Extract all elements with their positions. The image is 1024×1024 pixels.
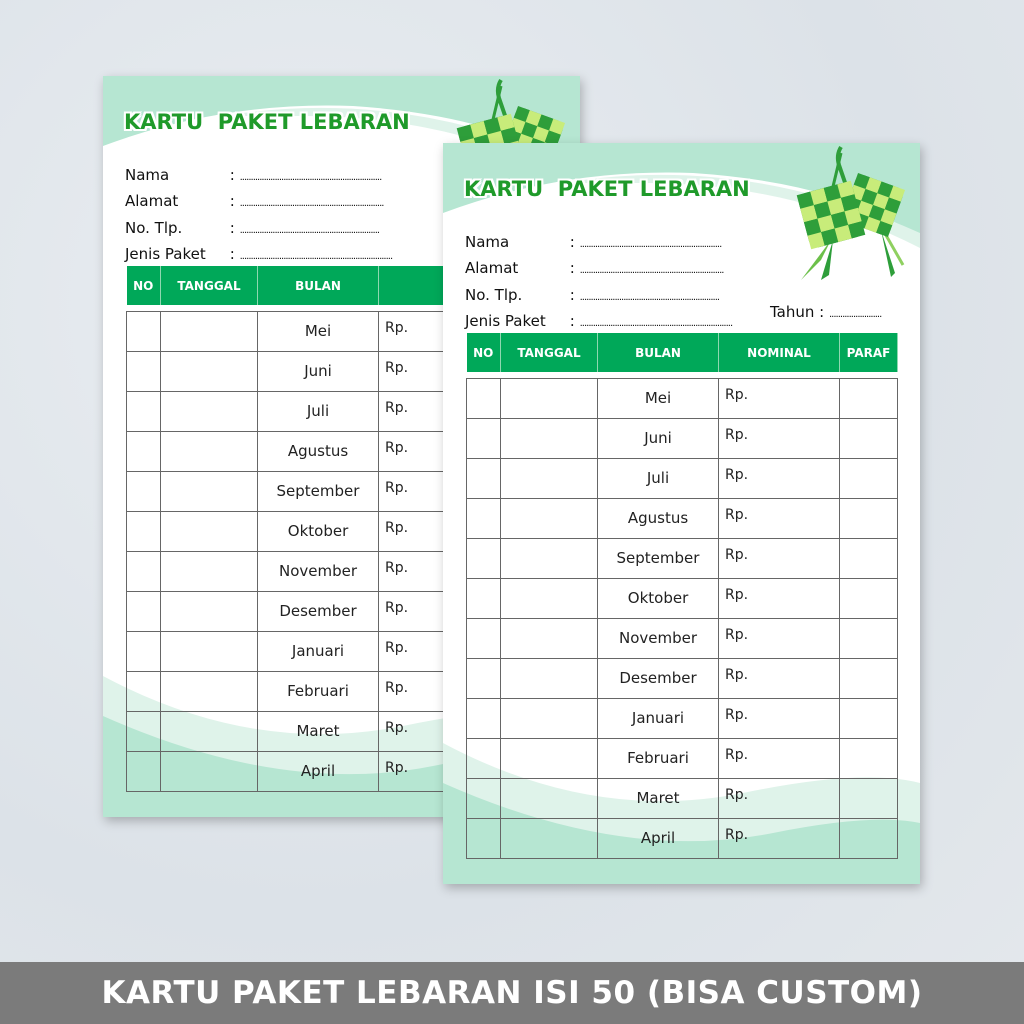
- no-cell[interactable]: [467, 658, 501, 698]
- no-cell[interactable]: [127, 351, 161, 391]
- form-field: [465, 233, 721, 251]
- column-header: NOMINAL: [719, 333, 840, 372]
- month-cell: April: [598, 818, 719, 858]
- fill-in-line[interactable]: ................................................................: [579, 292, 720, 303]
- form-field: [465, 286, 719, 304]
- field-separator: :: [569, 286, 575, 304]
- field-separator: :: [229, 192, 235, 210]
- tahun-fill-line[interactable]: ........................: [829, 309, 882, 320]
- field-label: No. Tlp.: [465, 286, 523, 304]
- ketupat-icon: [791, 145, 911, 285]
- tanggal-cell[interactable]: [161, 471, 258, 511]
- month-cell: Juli: [258, 391, 379, 431]
- table-row: [467, 578, 898, 618]
- paraf-cell[interactable]: [840, 698, 898, 738]
- payment-table: [466, 333, 898, 859]
- fill-in-line[interactable]: ..................................................................: [239, 198, 384, 209]
- nominal-cell[interactable]: Rp.: [379, 391, 500, 431]
- nominal-cell[interactable]: Rp.: [719, 778, 840, 818]
- field-label: Alamat: [465, 259, 519, 277]
- nominal-cell[interactable]: Rp.: [719, 538, 840, 578]
- table-row: [467, 698, 898, 738]
- month-cell: Juli: [598, 458, 719, 498]
- nominal-cell[interactable]: Rp.: [379, 671, 500, 711]
- nominal-cell[interactable]: Rp.: [379, 471, 500, 511]
- tahun-field: [770, 303, 881, 321]
- tanggal-cell[interactable]: [501, 418, 598, 458]
- month-cell: Mei: [598, 378, 719, 418]
- no-cell[interactable]: [467, 818, 501, 858]
- tanggal-cell[interactable]: [501, 818, 598, 858]
- column-header: BULAN: [598, 333, 719, 372]
- month-cell: Agustus: [598, 498, 719, 538]
- paraf-cell[interactable]: [840, 778, 898, 818]
- field-label: Jenis Paket: [465, 312, 546, 330]
- table-row: [467, 658, 898, 698]
- no-cell[interactable]: [467, 738, 501, 778]
- month-cell: Februari: [258, 671, 379, 711]
- paraf-cell[interactable]: [840, 618, 898, 658]
- no-cell[interactable]: [127, 591, 161, 631]
- no-cell[interactable]: [127, 391, 161, 431]
- tanggal-cell[interactable]: [501, 458, 598, 498]
- field-label: Jenis Paket: [125, 245, 206, 263]
- fill-in-line[interactable]: ..................................................................: [579, 265, 724, 276]
- tanggal-cell[interactable]: [501, 378, 598, 418]
- paraf-cell[interactable]: [840, 378, 898, 418]
- no-cell[interactable]: [467, 378, 501, 418]
- field-label: Nama: [125, 166, 170, 184]
- tanggal-cell[interactable]: [161, 631, 258, 671]
- tanggal-cell[interactable]: [161, 751, 258, 791]
- table-row: [467, 378, 898, 418]
- fill-in-line[interactable]: ......................................................................: [579, 318, 733, 329]
- nominal-cell[interactable]: Rp.: [719, 418, 840, 458]
- field-separator: :: [229, 245, 235, 263]
- tanggal-cell[interactable]: [161, 391, 258, 431]
- nominal-cell[interactable]: Rp.: [379, 551, 500, 591]
- tanggal-cell[interactable]: [501, 698, 598, 738]
- month-cell: Januari: [258, 631, 379, 671]
- form-field: [125, 219, 379, 237]
- field-label: No. Tlp.: [125, 219, 183, 237]
- no-cell[interactable]: [127, 471, 161, 511]
- month-cell: Oktober: [258, 511, 379, 551]
- nominal-cell[interactable]: Rp.: [719, 378, 840, 418]
- form-field: [125, 192, 383, 210]
- column-header: BULAN: [258, 266, 379, 305]
- tanggal-cell[interactable]: [161, 431, 258, 471]
- column-header: TANGGAL: [161, 266, 258, 305]
- nominal-cell[interactable]: Rp.: [719, 578, 840, 618]
- field-label: Nama: [465, 233, 510, 251]
- fill-in-line[interactable]: ................................................................: [239, 225, 380, 236]
- tanggal-cell[interactable]: [161, 711, 258, 751]
- no-cell[interactable]: [467, 618, 501, 658]
- month-cell: Oktober: [598, 578, 719, 618]
- no-cell[interactable]: [467, 418, 501, 458]
- table-row: [467, 818, 898, 858]
- tanggal-cell[interactable]: [501, 778, 598, 818]
- paraf-cell[interactable]: [840, 738, 898, 778]
- nominal-cell[interactable]: Rp.: [379, 511, 500, 551]
- paraf-cell[interactable]: [840, 818, 898, 858]
- no-cell[interactable]: [127, 711, 161, 751]
- column-header: TANGGAL: [501, 333, 598, 372]
- month-cell: Agustus: [258, 431, 379, 471]
- no-cell[interactable]: [127, 511, 161, 551]
- column-header: PARAF: [840, 333, 898, 372]
- nominal-cell[interactable]: Rp.: [719, 618, 840, 658]
- tanggal-cell[interactable]: [161, 311, 258, 351]
- no-cell[interactable]: [127, 311, 161, 351]
- fill-in-line[interactable]: .................................................................: [579, 239, 722, 250]
- tanggal-cell[interactable]: [501, 538, 598, 578]
- no-cell[interactable]: [467, 578, 501, 618]
- form-field: [125, 245, 392, 263]
- month-cell: Mei: [258, 311, 379, 351]
- month-cell: Desember: [258, 591, 379, 631]
- column-header: NO: [467, 333, 501, 372]
- table-row: [467, 778, 898, 818]
- month-cell: Februari: [598, 738, 719, 778]
- nominal-cell[interactable]: Rp.: [719, 738, 840, 778]
- nominal-cell[interactable]: Rp.: [719, 698, 840, 738]
- nominal-cell[interactable]: Rp.: [719, 818, 840, 858]
- paraf-cell[interactable]: [840, 578, 898, 618]
- column-header: NO: [127, 266, 161, 305]
- nominal-cell[interactable]: Rp.: [719, 498, 840, 538]
- tanggal-cell[interactable]: [501, 658, 598, 698]
- nominal-cell[interactable]: Rp.: [719, 658, 840, 698]
- month-cell: April: [258, 751, 379, 791]
- no-cell[interactable]: [127, 671, 161, 711]
- no-cell[interactable]: [467, 778, 501, 818]
- field-separator: :: [569, 259, 575, 277]
- tanggal-cell[interactable]: [161, 511, 258, 551]
- nominal-cell[interactable]: Rp.: [379, 591, 500, 631]
- field-separator: :: [229, 219, 235, 237]
- nominal-cell[interactable]: Rp.: [379, 431, 500, 471]
- field-separator: :: [569, 312, 575, 330]
- nominal-cell[interactable]: Rp.: [379, 631, 500, 671]
- nominal-cell[interactable]: Rp.: [379, 311, 500, 351]
- month-cell: Desember: [598, 658, 719, 698]
- tanggal-cell[interactable]: [161, 351, 258, 391]
- nominal-cell[interactable]: Rp.: [719, 458, 840, 498]
- front-card: [443, 143, 920, 884]
- form-field: [125, 166, 381, 184]
- month-cell: Maret: [258, 711, 379, 751]
- no-cell[interactable]: [467, 498, 501, 538]
- month-cell: Juni: [598, 418, 719, 458]
- paraf-cell[interactable]: [840, 458, 898, 498]
- tanggal-cell[interactable]: [161, 671, 258, 711]
- field-separator: :: [569, 233, 575, 251]
- field-label: Alamat: [125, 192, 179, 210]
- month-cell: Maret: [598, 778, 719, 818]
- form-field: [465, 259, 723, 277]
- tanggal-cell[interactable]: [161, 591, 258, 631]
- tanggal-cell[interactable]: [501, 578, 598, 618]
- nominal-cell[interactable]: Rp.: [379, 711, 500, 751]
- table-row: [467, 538, 898, 578]
- nominal-cell[interactable]: Rp.: [379, 751, 500, 791]
- paraf-cell[interactable]: [840, 658, 898, 698]
- tanggal-cell[interactable]: [501, 618, 598, 658]
- no-cell[interactable]: [127, 751, 161, 791]
- table-row: [467, 498, 898, 538]
- card-title: KARTU PAKET LEBARAN: [124, 110, 410, 134]
- table-row: [467, 738, 898, 778]
- tahun-label: Tahun :: [770, 303, 825, 321]
- no-cell[interactable]: [467, 538, 501, 578]
- tanggal-cell[interactable]: [501, 498, 598, 538]
- no-cell[interactable]: [467, 698, 501, 738]
- nominal-cell[interactable]: Rp.: [379, 351, 500, 391]
- card-title: KARTU PAKET LEBARAN: [464, 177, 750, 201]
- tanggal-cell[interactable]: [161, 551, 258, 591]
- table-row: [467, 458, 898, 498]
- paraf-cell[interactable]: [840, 498, 898, 538]
- table-row: [467, 418, 898, 458]
- month-cell: Juni: [258, 351, 379, 391]
- product-banner: KARTU PAKET LEBARAN ISI 50 (BISA CUSTOM): [0, 962, 1024, 1024]
- month-cell: September: [598, 538, 719, 578]
- field-separator: :: [229, 166, 235, 184]
- form-field: [465, 312, 732, 330]
- month-cell: November: [598, 618, 719, 658]
- fill-in-line[interactable]: ......................................................................: [239, 251, 393, 262]
- paraf-cell[interactable]: [840, 418, 898, 458]
- month-cell: November: [258, 551, 379, 591]
- table-row: [467, 618, 898, 658]
- no-cell[interactable]: [127, 551, 161, 591]
- no-cell[interactable]: [467, 458, 501, 498]
- no-cell[interactable]: [127, 631, 161, 671]
- paraf-cell[interactable]: [840, 538, 898, 578]
- no-cell[interactable]: [127, 431, 161, 471]
- month-cell: Januari: [598, 698, 719, 738]
- fill-in-line[interactable]: .................................................................: [239, 172, 382, 183]
- tanggal-cell[interactable]: [501, 738, 598, 778]
- month-cell: September: [258, 471, 379, 511]
